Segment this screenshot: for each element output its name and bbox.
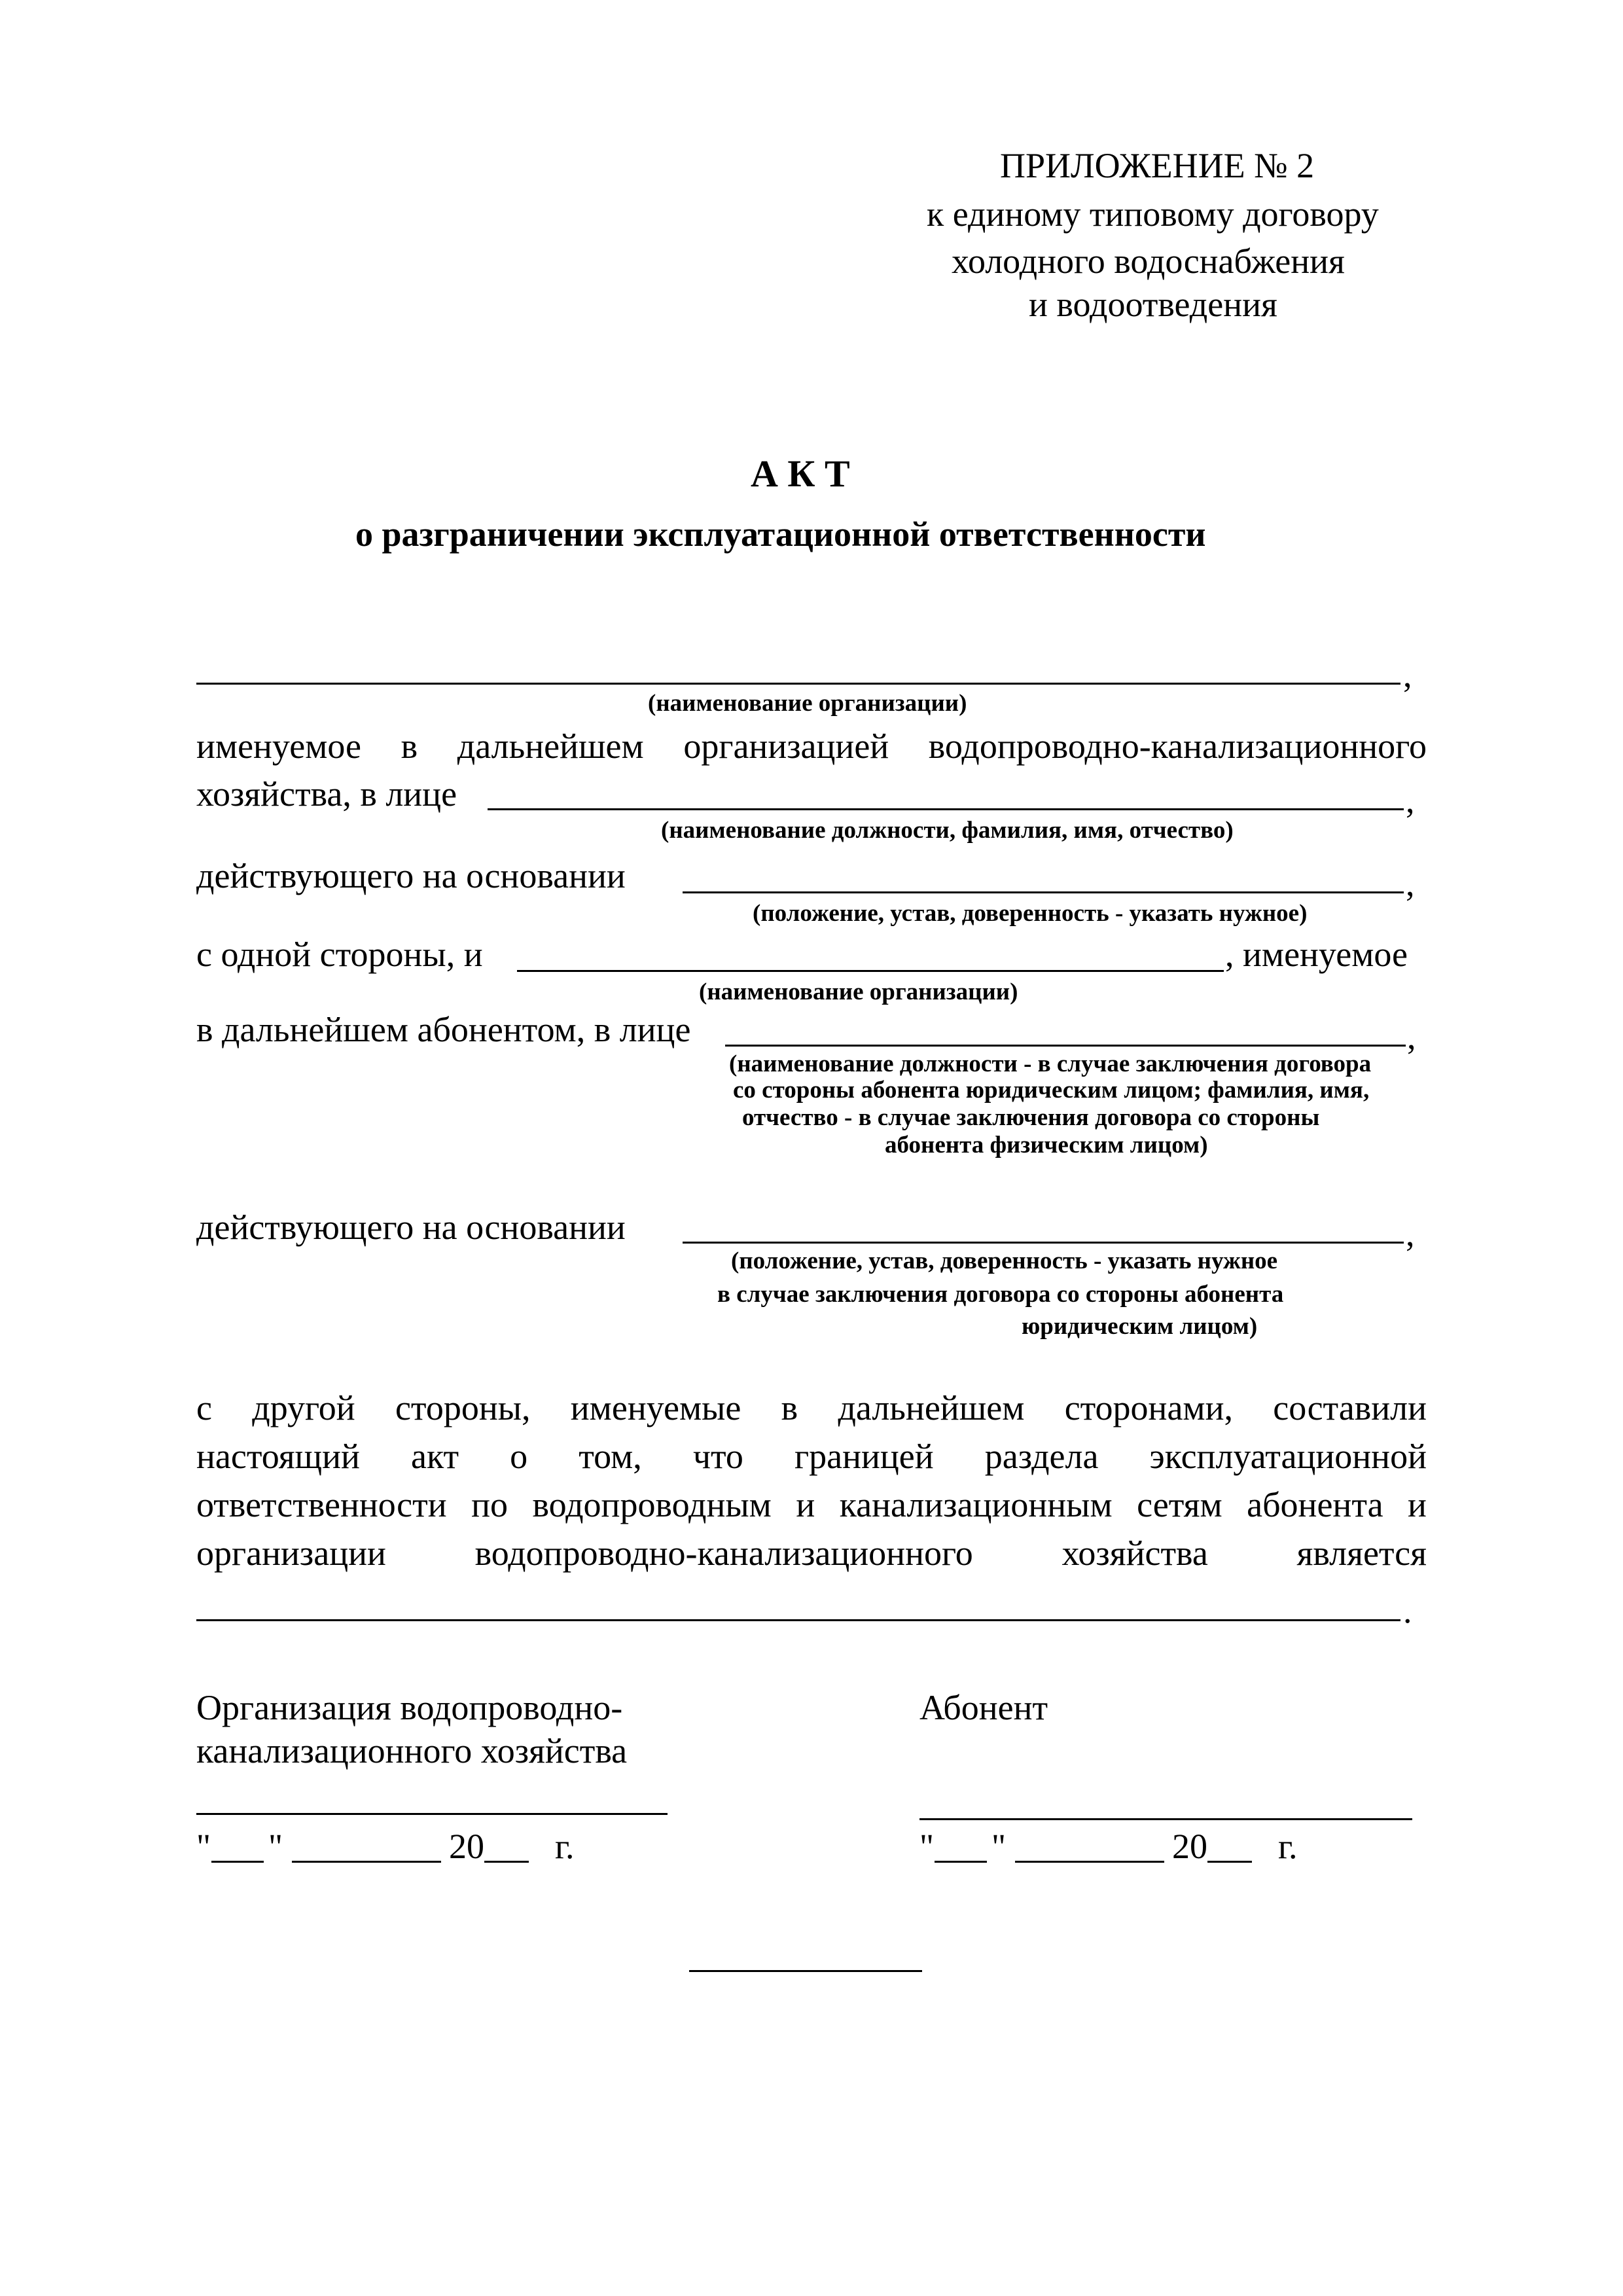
date-left-month-blank — [292, 1861, 441, 1863]
date-right-year-blank — [1207, 1861, 1252, 1863]
word: именуемое — [196, 726, 361, 766]
date-left-year-suffix: г. — [555, 1827, 575, 1866]
blank-subscriber-org-line — [517, 970, 1224, 972]
subscriber-label: в дальнейшем абонентом, в лице — [196, 1010, 691, 1049]
appendix-line-2: к единому типовому договору — [927, 194, 1379, 234]
caption-subscriber-line-2: со стороны абонента юридическим лицом; фамилия, имя, — [733, 1077, 1370, 1103]
appendix-line-3: холодного водоснабжения — [952, 242, 1345, 281]
word: в — [781, 1388, 798, 1427]
word: дальнейшем — [457, 726, 644, 766]
caption-org-name-2: (наименование организации) — [699, 978, 1018, 1005]
word: в — [401, 726, 418, 766]
word: хозяйства — [1061, 1534, 1208, 1573]
paragraph-2-line-4 — [196, 1535, 1427, 1571]
word: является — [1296, 1534, 1427, 1573]
date-right-day-blank — [935, 1861, 987, 1863]
word: водопроводно-канализационного — [474, 1534, 973, 1573]
date-left-quote-close: " — [268, 1827, 283, 1866]
word: с — [196, 1388, 212, 1427]
word: водопроводным — [532, 1485, 772, 1524]
blank-subscriber-representative-line — [725, 1045, 1406, 1047]
caption-subscriber-line-1: (наименование должности - в случае заключения договора — [729, 1050, 1372, 1077]
word: о — [510, 1437, 528, 1476]
signature-right-line — [919, 1818, 1412, 1820]
word: сетям — [1137, 1485, 1222, 1524]
comma: , — [1406, 781, 1415, 820]
blank-org-name-line — [196, 683, 1400, 685]
word: организацией — [683, 726, 889, 766]
date-left-year-prefix: 20 — [449, 1827, 484, 1866]
caption-basis-2-line-2: в случае заключения договора со стороны абонента — [717, 1281, 1284, 1308]
word: организации — [196, 1534, 386, 1573]
word: по — [471, 1485, 508, 1524]
word: составили — [1273, 1388, 1427, 1427]
word: и — [1408, 1485, 1427, 1524]
word: стороны, — [395, 1388, 531, 1427]
signature-left-label-2: канализационного хозяйства — [196, 1731, 628, 1770]
paragraph-1-line-2: хозяйства, в лице — [196, 774, 457, 814]
appendix-number: ПРИЛОЖЕНИЕ № 2 — [1000, 146, 1315, 185]
word: абонента — [1247, 1485, 1383, 1524]
word: том, — [579, 1437, 642, 1476]
comma: , — [1403, 655, 1412, 694]
word: акт — [411, 1437, 459, 1476]
closing-divider — [689, 1970, 922, 1972]
word: водопроводно-канализационного — [928, 726, 1427, 766]
word: что — [692, 1437, 743, 1476]
appendix-line-4: и водоотведения — [1029, 285, 1277, 324]
paragraph-2-line-3 — [196, 1487, 1427, 1522]
caption-position-fio: (наименование должности, фамилия, имя, отчество) — [661, 817, 1234, 844]
word: эксплуатационной — [1149, 1437, 1427, 1476]
date-right-year-prefix: 20 — [1172, 1827, 1207, 1866]
signature-right-label: Абонент — [919, 1688, 1048, 1727]
paragraph-1-line-1 — [196, 728, 1427, 764]
document-subtitle: о разграничении эксплуатационной ответственности — [355, 514, 1206, 554]
one-side-label: с одной стороны, и — [196, 935, 483, 974]
date-left-quote-open: " — [196, 1827, 211, 1866]
signature-left-line — [196, 1813, 668, 1815]
comma: , — [1406, 864, 1415, 903]
date-left-year-blank — [484, 1861, 529, 1863]
word: канализационным — [839, 1485, 1113, 1524]
date-right-quote-close: " — [991, 1827, 1007, 1866]
word: именуемые — [570, 1388, 741, 1427]
word: раздела — [984, 1437, 1099, 1476]
paragraph-2-line-2 — [196, 1439, 1427, 1474]
blank-basis-line-2 — [683, 1242, 1404, 1244]
word: и — [796, 1485, 815, 1524]
caption-basis: (положение, устав, доверенность - указать нужное) — [753, 900, 1308, 927]
named-label: , именуемое — [1225, 935, 1408, 974]
acting-basis-label-2: действующего на основании — [196, 1208, 626, 1247]
comma: , — [1406, 1214, 1415, 1253]
caption-basis-2-line-3: юридическим лицом) — [1022, 1313, 1258, 1340]
word: ответственности — [196, 1485, 447, 1524]
word: дальнейшем — [838, 1388, 1025, 1427]
date-right-month-blank — [1015, 1861, 1164, 1863]
document-title: А К Т — [751, 452, 850, 495]
caption-org-name: (наименование организации) — [648, 690, 967, 717]
word: другой — [252, 1388, 355, 1427]
word: границей — [794, 1437, 934, 1476]
caption-basis-2-line-1: (положение, устав, доверенность - указать нужное — [731, 1247, 1278, 1274]
period: . — [1403, 1591, 1412, 1630]
acting-basis-label: действующего на основании — [196, 856, 626, 895]
date-left-day-blank — [211, 1861, 264, 1863]
comma: , — [1407, 1017, 1416, 1056]
blank-representative-line — [488, 808, 1404, 810]
signature-left-label-1: Организация водопроводно- — [196, 1688, 623, 1727]
blank-basis-line — [683, 891, 1404, 893]
date-right-quote-open: " — [919, 1827, 935, 1866]
paragraph-2-line-1 — [196, 1390, 1427, 1426]
word: сторонами, — [1064, 1388, 1233, 1427]
caption-subscriber-line-3: отчество - в случае заключения договора со стороны — [742, 1104, 1320, 1131]
date-right-year-suffix: г. — [1278, 1827, 1298, 1866]
word: настоящий — [196, 1437, 360, 1476]
blank-boundary-line — [196, 1619, 1400, 1621]
caption-subscriber-line-4: абонента физическим лицом) — [885, 1132, 1208, 1158]
